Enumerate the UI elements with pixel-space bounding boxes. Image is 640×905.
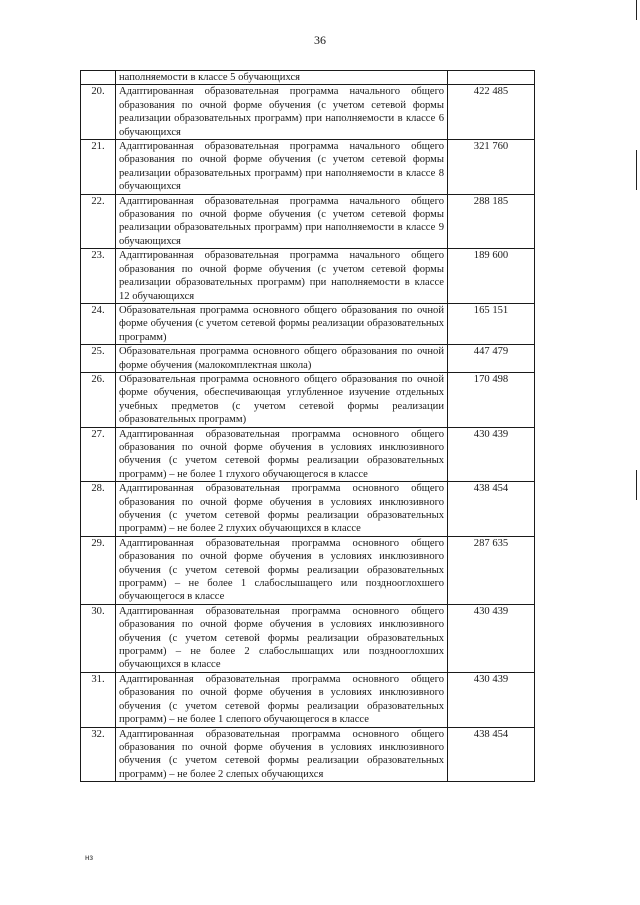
row-description-cell: Адаптированная образовательная программа начального общего образования по очной форме обучения (с учетом сетевой формы реализации образовательных программ) при наполняемости в классе 9 обучающихся: [116, 194, 448, 249]
row-description-cell: Адаптированная образовательная программа начального общего образования по очной форме обучения (с учетом сетевой формы реализации образовательных программ) при наполняемости в классе 8 обучающихся: [116, 140, 448, 195]
row-number-cell: 31.: [81, 672, 116, 727]
table-row: [81, 303, 535, 344]
footer-mark: нз: [85, 853, 94, 862]
row-number-cell: 25.: [81, 345, 116, 373]
row-description-cell: Адаптированная образовательная программа основного общего образования по очной форме обучения в условиях инклюзивного обучения (с учетом сетевой формы реализации образовательных программ) – не более 1 слабослышащего или позднооглохшего обучающегося в классе: [116, 536, 448, 604]
scan-edge-mark: [636, 0, 638, 20]
row-value-cell: 447 479: [448, 345, 535, 373]
row-number-cell: 28.: [81, 482, 116, 537]
row-value-cell: 189 600: [448, 249, 535, 304]
row-value-cell: 321 760: [448, 140, 535, 195]
table-row: [81, 71, 535, 85]
row-description-cell: Адаптированная образовательная программа основного общего образования по очной форме обучения в условиях инклюзивного обучения (с учетом сетевой формы реализации образовательных программ) – не более 1 слепого обучающегося в классе: [116, 672, 448, 727]
row-value-cell: 287 635: [448, 536, 535, 604]
table-row: [81, 727, 535, 782]
row-value-cell: 422 485: [448, 85, 535, 140]
row-description-cell: наполняемости в классе 5 обучающихся: [116, 71, 448, 85]
row-description-cell: Образовательная программа основного общего образования по очной форме обучения (малокомплектная школа): [116, 345, 448, 373]
tariff-table: [80, 70, 535, 782]
table-row: [81, 482, 535, 537]
row-value-cell: 438 454: [448, 727, 535, 782]
row-number-cell: 29.: [81, 536, 116, 604]
row-number-cell: 22.: [81, 194, 116, 249]
row-description-cell: Адаптированная образовательная программа основного общего образования по очной форме обучения в условиях инклюзивного обучения (с учетом сетевой формы реализации образовательных программ) – не более 2 глухих обучающихся в классе: [116, 482, 448, 537]
row-number-cell: 24.: [81, 303, 116, 344]
row-number-cell: 30.: [81, 604, 116, 672]
row-value-cell: 288 185: [448, 194, 535, 249]
row-value-cell: 430 439: [448, 427, 535, 482]
row-number-cell: 20.: [81, 85, 116, 140]
row-number-cell: 23.: [81, 249, 116, 304]
table-row: [81, 140, 535, 195]
row-description-cell: Адаптированная образовательная программа начального общего образования по очной форме обучения (с учетом сетевой формы реализации образовательных программ) при наполняемости в классе 6 обучающихся: [116, 85, 448, 140]
row-number-cell: 32.: [81, 727, 116, 782]
table-row: [81, 345, 535, 373]
row-description-cell: Адаптированная образовательная программа основного общего образования по очной форме обучения в условиях инклюзивного обучения (с учетом сетевой формы реализации образовательных программ) – не более 1 глухого обучающегося в классе: [116, 427, 448, 482]
row-description-cell: Образовательная программа основного общего образования по очной форме обучения (с учетом сетевой формы реализации образовательных программ): [116, 303, 448, 344]
table-row: [81, 194, 535, 249]
row-value-cell: 430 439: [448, 672, 535, 727]
row-value-cell: 438 454: [448, 482, 535, 537]
scan-edge-mark: [636, 470, 638, 500]
table-row: [81, 249, 535, 304]
row-description-cell: Образовательная программа основного общего образования по очной форме обучения, обеспечивающая углубленное изучение отдельных учебных предметов (с учетом сетевой формы реализации образовательных программ): [116, 372, 448, 427]
scan-edge-mark: [636, 150, 638, 190]
page-number: 36: [314, 33, 326, 47]
table-row: [81, 672, 535, 727]
table-row: [81, 372, 535, 427]
table-row: [81, 427, 535, 482]
row-description-cell: Адаптированная образовательная программа основного общего образования по очной форме обучения в условиях инклюзивного обучения (с учетом сетевой формы реализации образовательных программ) – не более 2 слабослышащих или позднооглохших обучающихся в классе: [116, 604, 448, 672]
table-row: [81, 85, 535, 140]
table-row: [81, 604, 535, 672]
row-value-cell: 430 439: [448, 604, 535, 672]
row-value-cell: 170 498: [448, 372, 535, 427]
row-value-cell: 165 151: [448, 303, 535, 344]
row-number-cell: [81, 71, 116, 85]
row-description-cell: Адаптированная образовательная программа начального общего образования по очной форме обучения (с учетом сетевой формы реализации образовательных программ) при наполняемости в классе 12 обучающихся: [116, 249, 448, 304]
row-number-cell: 26.: [81, 372, 116, 427]
table-row: [81, 536, 535, 604]
row-number-cell: 27.: [81, 427, 116, 482]
row-value-cell: [448, 71, 535, 85]
row-number-cell: 21.: [81, 140, 116, 195]
row-description-cell: Адаптированная образовательная программа основного общего образования по очной форме обучения в условиях инклюзивного обучения (с учетом сетевой формы реализации образовательных программ) – не более 2 слепых обучающихся: [116, 727, 448, 782]
